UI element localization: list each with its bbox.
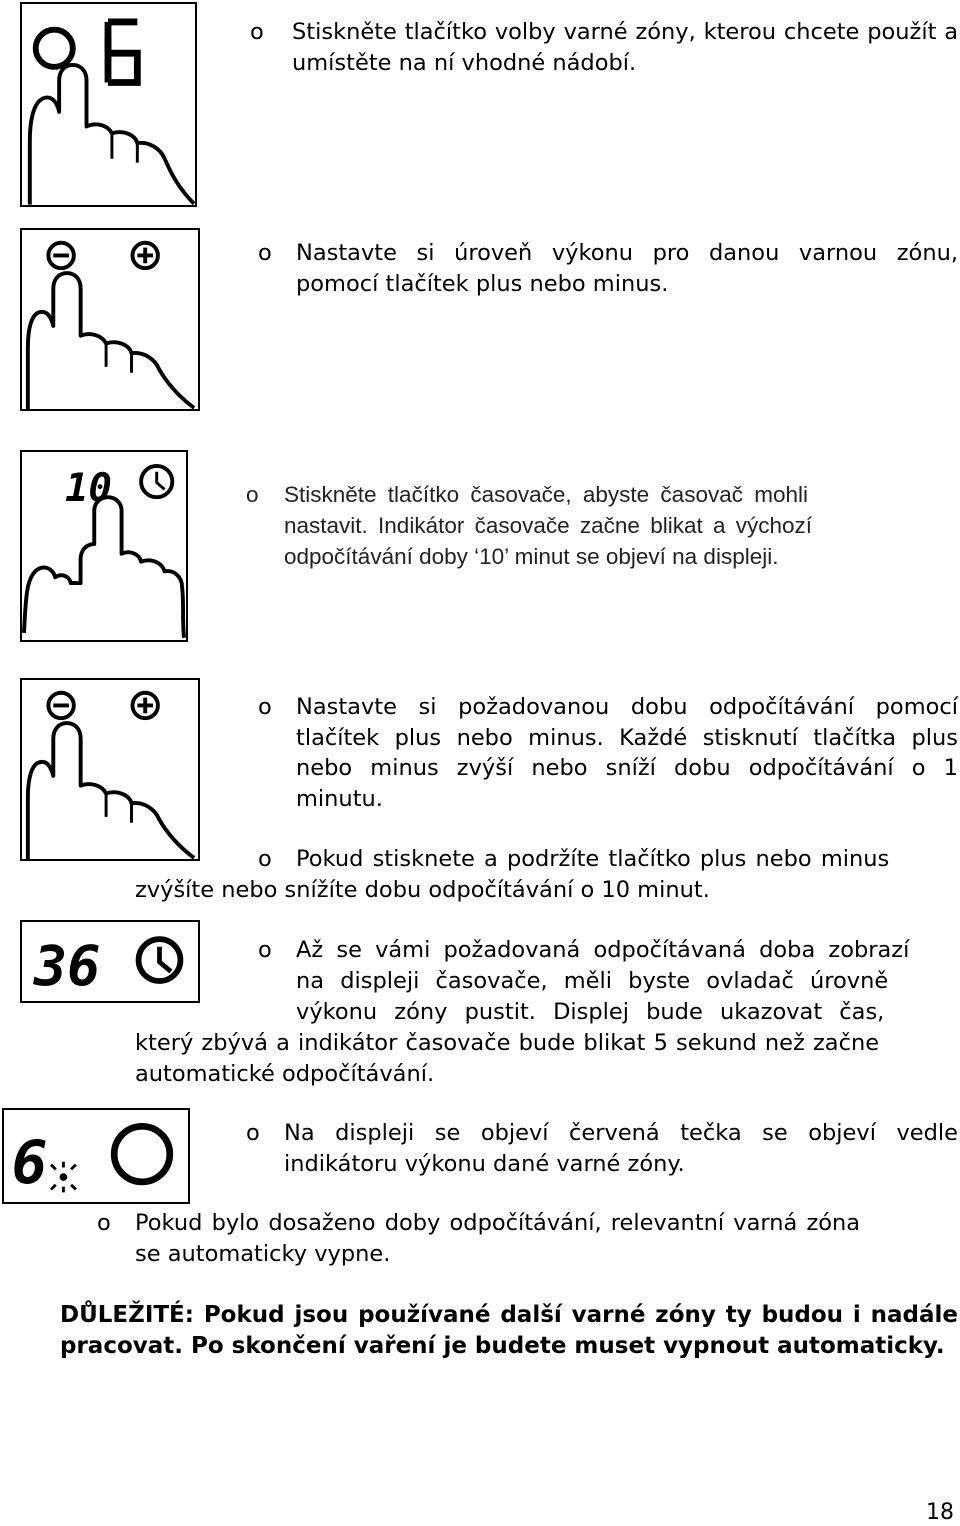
- step-5-line-2: zvýšíte nebo snížíte dobu odpočítávání o 10 minut.: [135, 877, 710, 903]
- important-label: DŮLEŽITÉ:: [60, 1302, 194, 1328]
- step-6-line-3: výkonu zóny pustit. Displej bude ukazovat čas,: [296, 999, 885, 1025]
- zone-ring-icon: [114, 1126, 170, 1182]
- bullet: o: [250, 19, 264, 45]
- step-5-line-1: Pokud stisknete a podržíte tlačítko plus nebo minus: [296, 846, 890, 872]
- step-4: [258, 692, 958, 814]
- bullet: o: [258, 240, 272, 266]
- step-8-line-1: Pokud bylo dosaženo doby odpočítávání, relevantní varná zóna: [135, 1210, 861, 1236]
- clock-icon: [141, 466, 172, 497]
- figure-minus-plus-2: [20, 678, 200, 861]
- minus-icon: [48, 243, 73, 268]
- important-text: Pokud jsou používané další varné zóny ty budou i nadále pracovat. Po skončení vaření je budete muset vypnout automaticky.: [60, 1302, 958, 1359]
- step-1-text: Stiskněte tlačítko volby varné zóny, kterou chcete použít a umístěte na ní vhodné nádobí.: [292, 19, 958, 76]
- bullet: o: [246, 482, 259, 507]
- figure-minus-plus-1: [20, 228, 200, 411]
- clock-icon: [139, 939, 181, 981]
- timer-display-illustration: [22, 922, 198, 1001]
- plus-icon: [132, 243, 157, 268]
- step-3-line-3: odpočítávání doby ‘10’ minut se objeví na displeji.: [284, 544, 779, 569]
- step-3-line-2: nastavit. Indikátor časovače začne blikat a výchozí: [284, 513, 813, 538]
- digit-6-icon: [108, 22, 137, 83]
- finger-press-illustration: [22, 452, 186, 640]
- bullet: o: [246, 1120, 260, 1146]
- bullet: o: [258, 937, 272, 963]
- zone-button-icon: [36, 30, 73, 67]
- finger-press-illustration: [22, 230, 198, 409]
- blinking-dot-icon: [51, 1162, 76, 1193]
- timer-display-10: 10: [64, 466, 112, 512]
- finger-press-illustration: [22, 4, 195, 205]
- important-note: [60, 1300, 958, 1361]
- step-8-line-2: se automaticky vypne.: [135, 1241, 391, 1267]
- step-2: [258, 238, 958, 299]
- bullet: o: [258, 694, 272, 720]
- power-display-illustration: [4, 1110, 188, 1202]
- step-6-line-1: Až se vámi požadovaná odpočítávaná doba zobrazí: [296, 937, 910, 963]
- bullet: o: [97, 1210, 111, 1236]
- step-6-line-5: automatické odpočítávání.: [135, 1061, 435, 1087]
- step-6-line-4: který zbývá a indikátor časovače bude blikat 5 sekund než začne: [135, 1030, 880, 1056]
- minus-icon: [48, 693, 73, 718]
- figure-display-timer: [20, 920, 200, 1003]
- step-7: [246, 1118, 958, 1179]
- figure-timer: [20, 450, 188, 642]
- step-6-line-2: na displeji časovače, měli byste ovladač úrovně: [296, 968, 889, 994]
- step-7-text: Na displeji se objeví červená tečka se objeví vedle indikátoru výkonu dané varné zóny.: [284, 1120, 958, 1177]
- plus-icon: [132, 693, 157, 718]
- timer-display-36: 36: [33, 934, 101, 999]
- bullet: o: [258, 846, 272, 872]
- finger-press-illustration: [22, 680, 198, 859]
- step-2-text: Nastavte si úroveň výkonu pro danou varnou zónu, pomocí tlačítek plus nebo minus.: [296, 240, 958, 297]
- page-number: 18: [926, 1500, 954, 1525]
- step-3-line-1: Stiskněte tlačítko časovače, abyste časovač mohli: [284, 482, 808, 507]
- figure-display-dot: [2, 1108, 190, 1204]
- power-display-6: 6: [11, 1128, 48, 1198]
- figure-select-zone: [20, 2, 197, 207]
- step-4-text: Nastavte si požadovanou dobu odpočítávání pomocí tlačítek plus nebo minus. Každé stisknutí tlačítka plus nebo minus zvýší nebo sníží dobu odpočítávání o 1 minutu.: [296, 694, 958, 812]
- step-1: [250, 17, 958, 78]
